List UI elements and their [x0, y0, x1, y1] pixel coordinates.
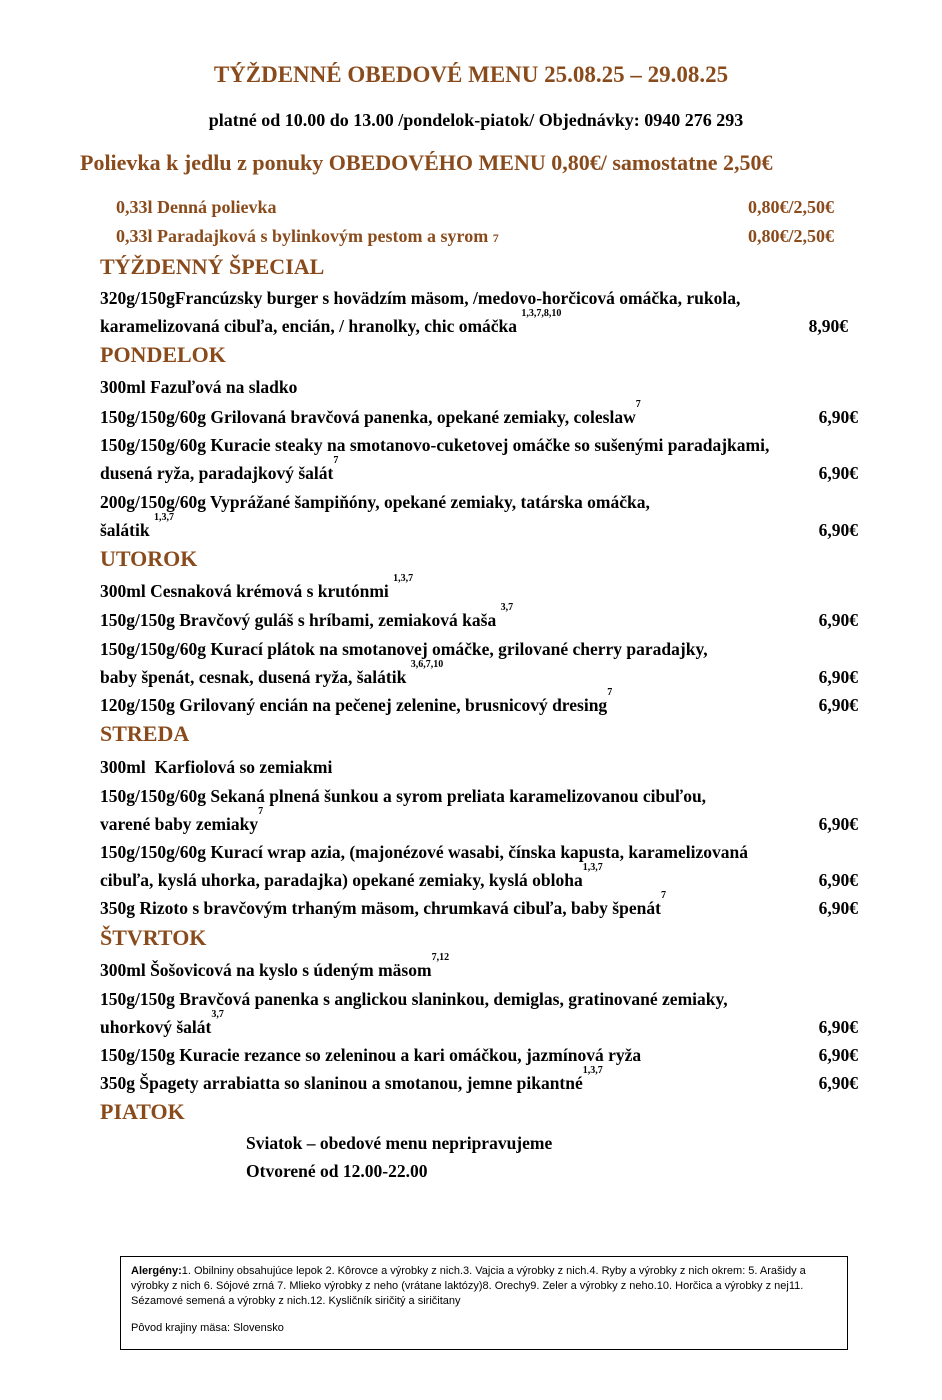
section-heading-special: TÝŽDENNÝ ŠPECIAL [100, 254, 325, 279]
allergen-legend-text: 1. Obilniny obsahujúce lepok 2. Kôrovce a výrobky z nich.3. Vajcia a výrobky z nich.4. Ryby a výrobky z nich okrem: 5. Arašidy a výrobky z nich 6. Sójové zrná 7. Mlieko výrobky z neho (vrátane laktózy)8. Orechy9. Zeler a výrobky z neho.10. Horčica a výrobky z nej11. Sézamové semená a výrobky z nich.12. Kysličník siričitý a siričitany [131, 1265, 806, 1307]
item-price: 6,90€ [818, 814, 858, 834]
menu-item [100, 687, 860, 719]
meat-origin: Pôvod krajiny mäsa: Slovensko [131, 1322, 284, 1334]
day-soup [100, 573, 860, 605]
allergen-legend-box [120, 1256, 848, 1350]
item-price: 6,90€ [818, 610, 858, 630]
item-line: 350g Rizoto s bravčovým trhaným mäsom, chrumkavá cibuľa, baby špenát [100, 898, 661, 918]
soup-name: 0,33l Denná polievka [116, 197, 277, 217]
item-price: 8,90€ [808, 316, 848, 336]
soup-row [116, 226, 856, 252]
menu-item [100, 399, 860, 431]
allergen-legend [131, 1264, 837, 1309]
day-soup-name: 300ml Cesnaková krémová s krutónmi [100, 581, 389, 601]
soup-price: 0,80€/2,50€ [748, 226, 835, 246]
menu-item [100, 431, 860, 487]
section-heading-friday: PIATOK [100, 1099, 185, 1124]
opening-hours-note: Otvorené od 12.00-22.00 [246, 1161, 428, 1181]
menu-item [100, 985, 860, 1041]
item-line: 150g/150g/60g Kuracie steaky na smotanovo-cuketovej omáčke so sušenými paradajkami, [100, 435, 770, 455]
menu-item [100, 602, 860, 634]
day-soup [100, 952, 860, 984]
item-price: 6,90€ [818, 1045, 858, 1065]
item-line: 150g/150g/60g Kurací wrap azia, (majonézové wasabi, čínska kapusta, karamelizovaná [100, 842, 748, 862]
item-line: 320g/150gFrancúzsky burger s hovädzím mäsom, /medovo-horčicová omáčka, rukola, [100, 288, 741, 308]
soup-price: 0,80€/2,50€ [748, 197, 835, 217]
menu-item [100, 782, 860, 838]
menu-item [100, 890, 860, 922]
item-line: 150g/150g Kuracie rezance so zeleninou a kari omáčkou, jazmínová ryža [100, 1045, 642, 1065]
allergen-codes: 7 [660, 890, 666, 901]
section-heading-tuesday: UTOROK [100, 546, 198, 571]
item-line: 150g/150g Bravčová panenka s anglickou slaninkou, demiglas, gratinované zemiaky, [100, 989, 728, 1009]
allergen-codes: 7 [635, 399, 641, 410]
item-line: 350g Špagety arrabiatta so slaninou a smotanou, jemne pikantné [100, 1073, 583, 1093]
menu-item [100, 1065, 860, 1097]
allergen-codes: 1,3,7 [582, 862, 603, 873]
item-line: 150g/150g/60g Sekaná plnená šunkou a syrom preliata karamelizovanou cibuľou, [100, 786, 707, 806]
item-price: 6,90€ [818, 463, 858, 483]
section-heading-monday: PONDELOK [100, 342, 226, 367]
menu-title: TÝŽDENNÉ OBEDOVÉ MENU 25.08.25 – 29.08.25 [213, 62, 729, 87]
soup-name: 0,33l Paradajková s bylinkovým pestom a syrom [116, 226, 489, 246]
allergen-codes: 7 [258, 806, 264, 817]
menu-item [100, 838, 860, 894]
allergen-codes: 1,3,7 [393, 573, 414, 584]
allergen-codes: 7 [333, 455, 339, 466]
item-line: varené baby zemiaky [100, 814, 259, 834]
item-line: uhorkový šalát [100, 1017, 212, 1037]
item-price: 6,90€ [818, 520, 858, 540]
item-price: 6,90€ [818, 695, 858, 715]
allergen-codes: 3,7 [500, 602, 514, 613]
item-line: 120g/150g Grilovaný encián na pečenej zelenine, brusnicový dresing [100, 695, 608, 715]
allergen-legend-label: Alergény: [131, 1265, 182, 1277]
allergen-codes: 7 [607, 687, 613, 698]
item-line: šalátik [100, 520, 150, 540]
allergen-codes: 1,3,7 [153, 512, 174, 523]
day-soup-name: 300ml Fazuľová na sladko [100, 377, 298, 397]
item-price: 6,90€ [818, 898, 858, 918]
menu-item [100, 635, 860, 691]
allergen-codes: 1,3,7,8,10 [521, 308, 562, 319]
allergen-codes: 1,3,7 [582, 1065, 603, 1076]
item-line: karamelizovaná cibuľa, encián, / hranolky, chic omáčka [100, 316, 518, 336]
item-line: dusená ryža, paradajkový šalát [100, 463, 334, 483]
soup-pricing-info: Polievka k jedlu z ponuky OBEDOVÉHO MENU 0,80€/ samostatne 2,50€ [80, 150, 773, 175]
allergen-codes: 7,12 [431, 952, 450, 963]
item-line: baby špenát, cesnak, dusená ryža, šalátik [100, 667, 407, 687]
soup-row [116, 197, 856, 223]
day-soup-name: 300ml Karfiolová so zemiakmi [100, 757, 333, 777]
menu-item [100, 488, 860, 544]
item-line: 150g/150g/60g Grilovaná bravčová panenka, opekané zemiaky, coleslaw [100, 407, 636, 427]
menu-item-special [100, 284, 860, 340]
holiday-note: Sviatok – obedové menu nepripravujeme [246, 1133, 553, 1153]
soup-allergens: 7 [492, 231, 499, 245]
menu-item [100, 1041, 860, 1069]
item-line: 200g/150g/60g Vyprážané šampiňóny, opekané zemiaky, tatárska omáčka, [100, 492, 650, 512]
item-price: 6,90€ [818, 1073, 858, 1093]
item-line: 150g/150g/60g Kurací plátok na smotanovej omáčke, grilované cherry paradajky, [100, 639, 708, 659]
section-heading-wednesday: STREDA [100, 721, 190, 746]
day-soup [100, 753, 860, 781]
day-soup [100, 373, 860, 401]
item-price: 6,90€ [818, 1017, 858, 1037]
item-price: 6,90€ [818, 870, 858, 890]
day-soup-name: 300ml Šošovicová na kyslo s údeným mäsom [100, 960, 432, 980]
item-line: 150g/150g Bravčový guláš s hríbami, zemiaková kaša [100, 610, 497, 630]
item-price: 6,90€ [818, 407, 858, 427]
item-price: 6,90€ [818, 667, 858, 687]
section-heading-thursday: ŠTVRTOK [100, 925, 207, 950]
item-line: cibuľa, kyslá uhorka, paradajka) opekané zemiaky, kyslá obloha [100, 870, 583, 890]
allergen-codes: 3,6,7,10 [410, 659, 444, 670]
allergen-codes: 3,7 [211, 1009, 224, 1020]
menu-subtitle: platné od 10.00 do 13.00 /pondelok-piatok/ Objednávky: 0940 276 293 [208, 110, 744, 130]
